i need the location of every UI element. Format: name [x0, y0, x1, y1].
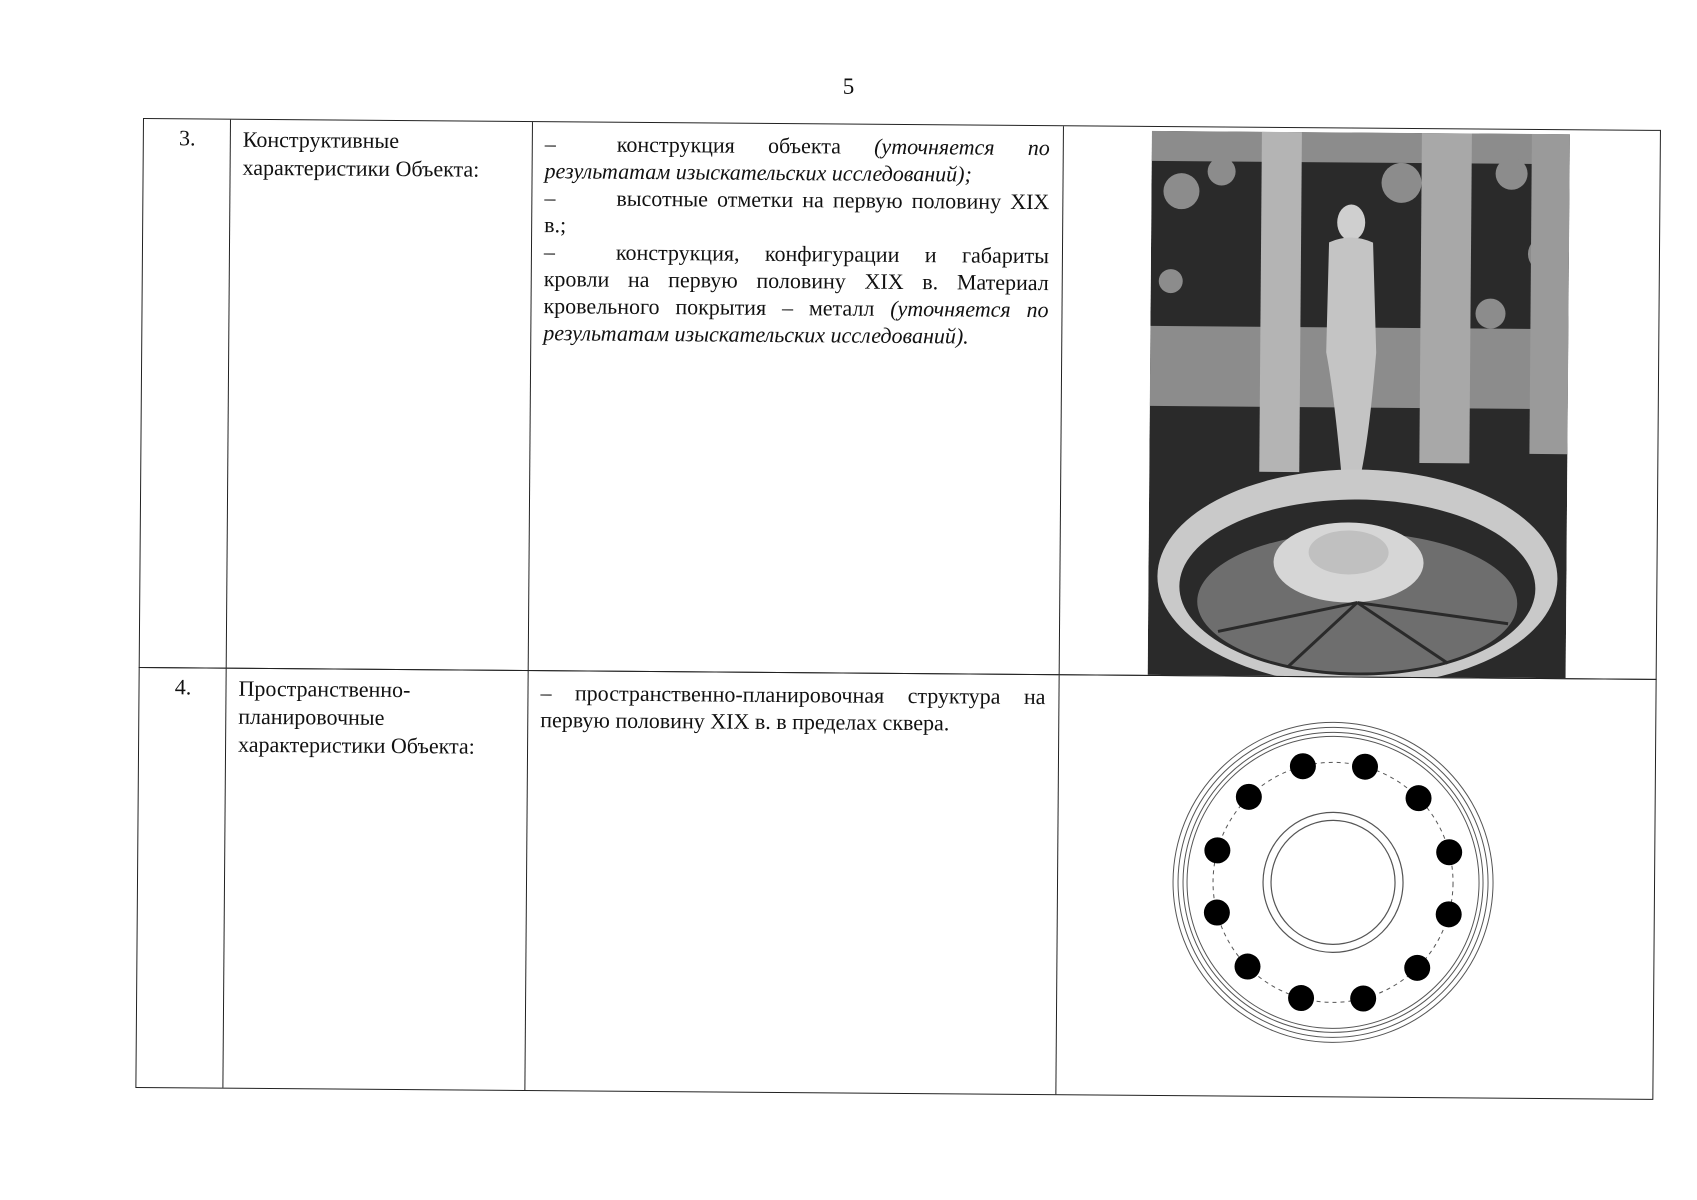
rotunda-plan-drawing — [1167, 716, 1500, 1049]
column-marker — [1436, 901, 1462, 927]
column-marker — [1350, 985, 1376, 1011]
column-marker — [1436, 839, 1462, 865]
characteristic-description-cell — [525, 671, 1059, 1094]
characteristics-table — [135, 118, 1661, 1100]
characteristic-name-cell — [223, 669, 528, 1090]
row-number: 4. — [174, 674, 192, 700]
item-dash: – — [543, 239, 556, 265]
item-dash: – — [544, 131, 556, 157]
column-marker — [1352, 754, 1378, 780]
column-marker — [1236, 784, 1262, 810]
column-marker — [1204, 837, 1230, 863]
item-text: конструкция, конфигурации и габариты кровли на первую половину XIX в. Материал кровельного покрытия – металл — [543, 239, 1050, 321]
column-marker — [1404, 955, 1430, 981]
row-number-cell — [140, 119, 231, 668]
characteristic-description — [543, 130, 1050, 350]
column-marker — [1234, 953, 1260, 979]
characteristic-name: Пространственно-планировочные характеристики Объекта: — [237, 675, 475, 759]
item-note: (уточняется по результатам изыскательских исследований); — [544, 133, 1050, 187]
table-row-constructive — [139, 118, 1661, 680]
characteristic-description-cell — [529, 122, 1064, 674]
column-marker — [1405, 785, 1431, 811]
table-row-spatial — [135, 667, 1656, 1100]
characteristic-name-cell — [227, 120, 533, 670]
column-marker — [1288, 985, 1314, 1011]
row-number-cell — [136, 668, 226, 1088]
page-number: 5 — [842, 74, 855, 99]
item-dash: – — [544, 185, 556, 211]
item-text: конструкция объекта — [616, 131, 875, 159]
item-note: (уточняется по результатам изыскательских исследований). — [543, 295, 1049, 349]
description-item — [543, 238, 1049, 350]
characteristic-name: Конструктивные характеристики Объекта: — [242, 126, 480, 182]
column-marker — [1204, 899, 1230, 925]
image-cell — [1060, 126, 1660, 679]
row-number: 3. — [178, 125, 196, 151]
column-markers — [1203, 752, 1463, 1012]
description-item — [544, 130, 1049, 188]
image-cell — [1056, 675, 1655, 1099]
characteristic-description: – пространственно-планировочная структура на первую половину XIX в. в пределах сквера. — [540, 680, 1046, 736]
column-marker — [1290, 753, 1316, 779]
description-item — [544, 184, 1049, 242]
item-text: высотные отметки на первую половину XIX в.; — [544, 185, 1050, 238]
rotunda-photo — [1148, 131, 1570, 678]
